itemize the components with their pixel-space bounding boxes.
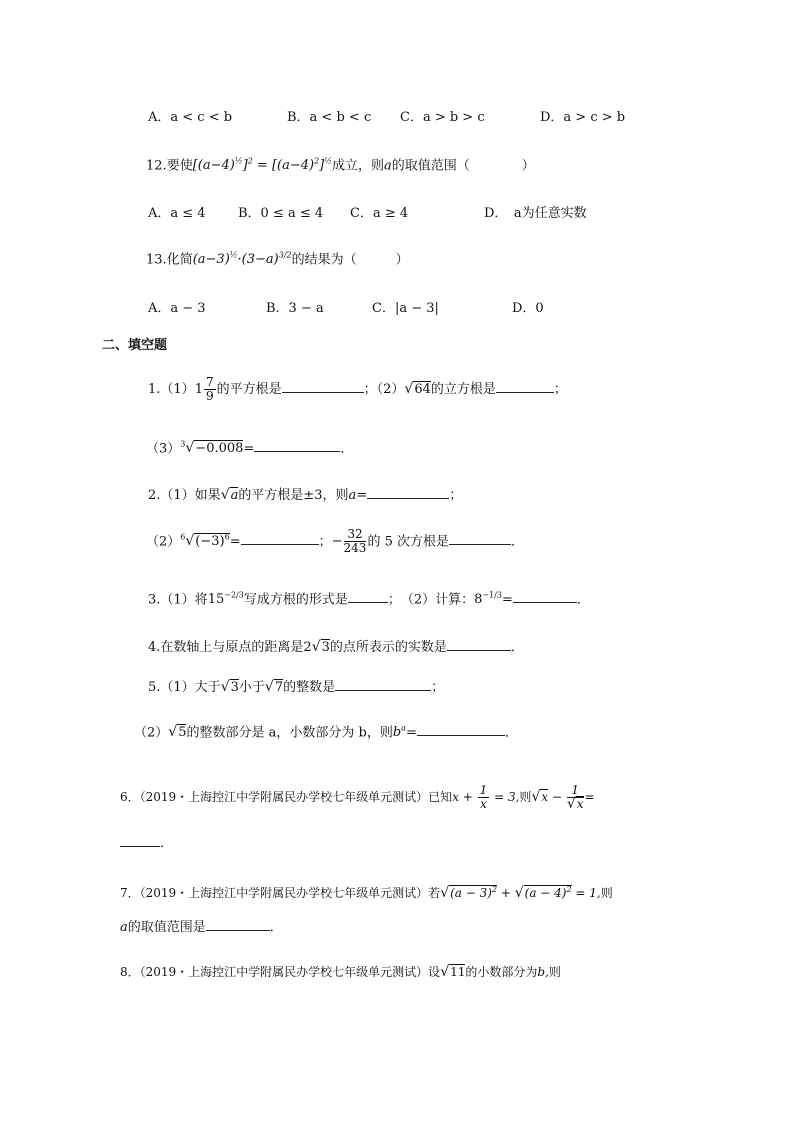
sqrt-a: √a (220, 487, 239, 503)
fill-1-3: $(3)^3√-0.008=$ ． (146, 435, 353, 459)
fill-6-answer: ． (120, 832, 173, 854)
q11-option-a[interactable]: A．a < c < b (148, 110, 233, 125)
cube-root-expr: $^3$√−0.008 (180, 440, 244, 457)
q12-expr-left: $[(a-4)^{\frac{1}{2}}]^2 = [(a-4)^2]^{\frac{1}{2}}$ (192, 157, 333, 174)
blank[interactable] (120, 832, 160, 847)
q11-option-d[interactable]: D．a > c > b (540, 110, 626, 125)
fraction: − $\frac{32}{243}$ (331, 527, 367, 556)
fill-4: 4.在数轴上与原点的距离是2√3的点所表示的实数是 ． (148, 636, 524, 658)
blank[interactable] (348, 588, 388, 603)
mixed-number: 1 $\frac{7}{9}$ (194, 375, 214, 403)
q12-option-c[interactable]: C．a ≥ 4 (350, 206, 409, 221)
q13-option-b[interactable]: B．3 − a (266, 301, 324, 316)
fill-6: 6．（2019・上海控江中学附属民办学校七年级单元测试）已知x + $\frac{1}{x}$ = 3,则√x − $\frac{1}{√x}$ = (120, 783, 595, 812)
question-13: 13.化简$(a-3)^{\frac{1}{2}}\cdot(3-a)^{3/2}$的结果为（ ） (146, 251, 409, 268)
blank[interactable] (254, 437, 340, 452)
fill-7-answer: a的取值范围是 ． (120, 916, 283, 938)
blank[interactable] (367, 484, 449, 499)
power-expr-2: $8^{-1/3}$ (474, 591, 502, 608)
blank[interactable] (496, 378, 554, 393)
blank[interactable] (447, 636, 511, 651)
sqrt-expr: √64 (404, 381, 431, 397)
blank[interactable] (513, 588, 577, 603)
fill-7: 7．（2019・上海控江中学附属民办学校七年级单元测试）若$√(a - 3)^2 + √(a - 4)^2 = 1$,则 (120, 885, 613, 901)
q13-option-a[interactable]: A．a − 3 (148, 301, 206, 316)
fill-3: 3.（1）将$15^{-2/3}$写成方根的形式是 ； （2）计算：$8^{-1/3}=$ ． (148, 586, 590, 610)
fill-5-2: （2）√5的整数部分是 a，小数部分为 b，则$b^a=$ ． (134, 719, 518, 743)
section-title: 二、填空题 (102, 338, 168, 353)
fill-1: 1.（1）1 $\frac{7}{9}$ 的平方根是 ；（2）√64的立方根是 ； (148, 375, 567, 403)
question-12: 12.要使$[(a-4)^{\frac{1}{2}}]^2 = [(a-4)^2]^{\frac{1}{2}}$成立，则a的取值范围（ ） (146, 157, 535, 174)
fill-2-2: $(2)^6√(-3)^6=$ ；− $\frac{32}{243}$ 的 5 次方根是 ． (146, 527, 524, 556)
q12-option-b[interactable]: B．0 ≤ a ≤ 4 (238, 206, 324, 221)
q13-option-d[interactable]: D．0 (512, 301, 544, 316)
blank[interactable] (282, 378, 364, 393)
blank[interactable] (449, 530, 511, 545)
q11-option-b[interactable]: B．a < b < c (287, 110, 372, 125)
blank[interactable] (335, 676, 431, 691)
root-expr: 2√3 (303, 639, 330, 655)
blank[interactable] (241, 530, 319, 545)
fill-2: 2.（1）如果√a的平方根是±3，则a= ； (148, 484, 462, 506)
fill-5: 5.（1）大于√3小于√7的整数是 ； (148, 676, 444, 698)
power-expr: $15^{-2/3}$ (207, 591, 244, 608)
fill-8: 8．（2019・上海控江中学附属民办学校七年级单元测试）设√11的小数部分为b,则 (120, 964, 561, 980)
q13-expr: $(a-3)^{\frac{1}{2}}\cdot(3-a)^{3/2}$ (192, 251, 292, 268)
q12-option-d[interactable]: D． a为任意实数 (484, 206, 587, 221)
q12-option-a[interactable]: A．a ≤ 4 (148, 206, 206, 221)
blank[interactable] (417, 721, 505, 736)
q13-option-c[interactable]: C．|a − 3| (372, 301, 439, 316)
q11-option-c[interactable]: C．a > b > c (400, 110, 485, 125)
sixth-root-expr: $^6√(-3)^6$ (180, 533, 230, 550)
blank[interactable] (206, 916, 270, 931)
